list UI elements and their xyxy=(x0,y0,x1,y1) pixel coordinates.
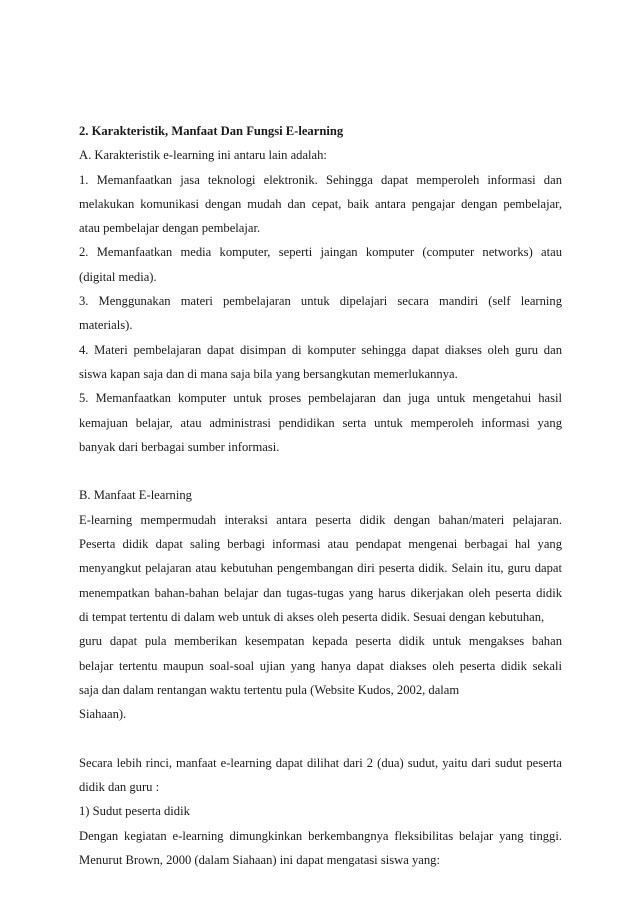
paragraph-line: melakukan komunikasi dengan mudah dan cepat, baik antara pengajar dengan pembelajar, xyxy=(79,196,562,211)
paragraph-spacer xyxy=(79,459,562,483)
paragraph-line: saja dan dalam rentangan waktu tertentu pula (Website Kudos, 2002, dalam xyxy=(79,682,460,697)
paragraph-line: di tempat tertentu di dalam web untuk di akses oleh peserta didik. Sesuai dengan kebutuhan, xyxy=(79,609,545,624)
paragraph-line: belajar tertentu maupun soal-soal ujian yang hanya dapat diakses oleh peserta didik sekali xyxy=(79,658,562,673)
paragraph-line: (digital media). xyxy=(79,269,157,284)
paragraph-line: Menurut Brown, 2000 (dalam Siahaan) ini dapat mengatasi siswa yang: xyxy=(79,852,440,867)
paragraph-line: 4. Materi pembelajaran dapat disimpan di komputer sehingga dapat diakses oleh guru dan xyxy=(79,342,562,357)
paragraph-line: 2. Memanfaatkan media komputer, seperti jaingan komputer (computer networks) atau xyxy=(79,245,562,260)
paragraph-spacer xyxy=(79,726,562,750)
paragraph-line: materials). xyxy=(79,318,133,333)
paragraph-line: menempatkan bahan-bahan belajar dan tugas-tugas yang harus dikerjakan oleh peserta didik xyxy=(79,585,562,600)
paragraph-line: banyak dari berbagai sumber informasi. xyxy=(79,439,280,454)
paragraph-line: E-learning mempermudah interaksi antara peserta didik dengan bahan/materi pelajaran. xyxy=(79,512,562,527)
paragraph-line: Siahaan). xyxy=(79,707,127,722)
paragraph-line: 5. Memanfaatkan komputer untuk proses pembelajaran dan juga untuk mengetahui hasil xyxy=(79,391,562,406)
section-b-title: B. Manfaat E-learning xyxy=(79,488,192,503)
subsection-title: 1) Sudut peserta didik xyxy=(79,804,190,819)
paragraph-line: 1. Memanfaatkan jasa teknologi elektronik. Sehingga dapat memperoleh informasi dan xyxy=(79,172,562,187)
paragraph-line: siswa kapan saja dan di mana saja bila yang bersangkutan memerlukannya. xyxy=(79,366,458,381)
paragraph-line: guru dapat pula memberikan kesempatan kepada peserta didik untuk mengakses bahan xyxy=(79,634,562,649)
paragraph-line: didik dan guru : xyxy=(79,780,160,795)
paragraph-line: Peserta didik dapat saling berbagi informasi atau pendapat mengenai berbagai hal yang xyxy=(79,537,562,552)
paragraph-line: 3. Menggunakan materi pembelajaran untuk dipelajari secara mandiri (self learning xyxy=(79,294,562,309)
paragraph-line: menyangkut pelajaran atau kebutuhan pengembangan diri peserta didik. Selain itu, guru dapat xyxy=(79,561,562,576)
paragraph-line: atau pembelajar dengan pembelajar. xyxy=(79,221,261,236)
section-heading: 2. Karakteristik, Manfaat Dan Fungsi E-learning xyxy=(79,124,344,138)
paragraph-line: Dengan kegiatan e-learning dimungkinkan berkembangnya fleksibilitas belajar yang tinggi. xyxy=(79,828,562,843)
paragraph-line: Secara lebih rinci, manfaat e-learning dapat dilihat dari 2 (dua) sudut, yaitu dari sudut peserta xyxy=(79,755,562,770)
section-a-title: A. Karakteristik e-learning ini antaru lain adalah: xyxy=(79,148,327,163)
document-body xyxy=(79,119,562,872)
paragraph-line: kemajuan belajar, atau administrasi pendidikan serta untuk memperoleh informasi yang xyxy=(79,415,562,430)
